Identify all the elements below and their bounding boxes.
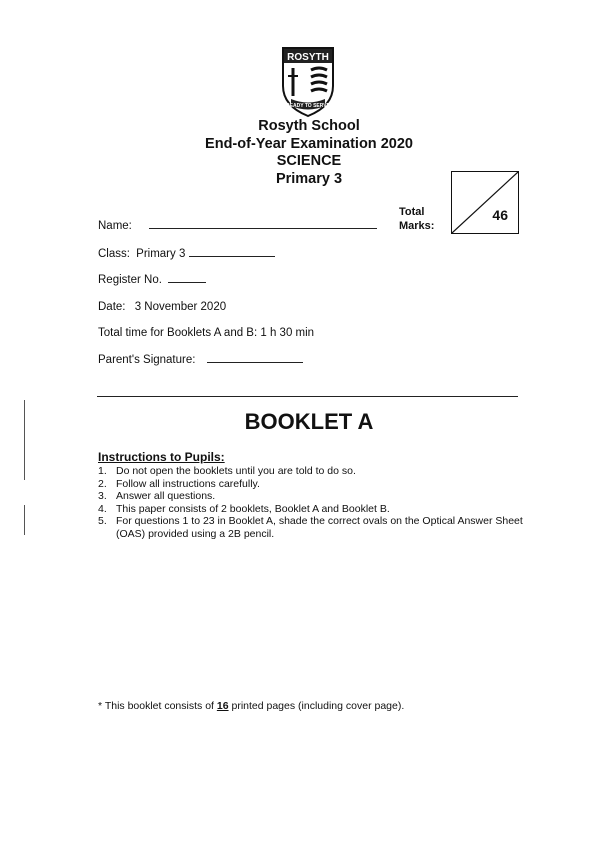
- class-label: Class:: [98, 248, 130, 260]
- name-label: Name:: [98, 220, 132, 232]
- scan-margin-mark: [24, 400, 25, 480]
- signature-line: [207, 361, 303, 363]
- total-marks-value: 46: [492, 207, 508, 223]
- instruction-item: 1. Do not open the booklets until you are told to do so.: [98, 465, 356, 477]
- school-crest: [277, 46, 339, 118]
- name-line: [149, 227, 377, 229]
- total-marks-label: [399, 205, 434, 233]
- instructions-heading: Instructions to Pupils:: [98, 450, 225, 464]
- name-field: [98, 220, 377, 232]
- instruction-item: 3. Answer all questions.: [98, 490, 216, 503]
- marks-diagonal: [452, 172, 518, 233]
- crest-banner-text: ROSYTH: [287, 52, 329, 63]
- total-time: Total time for Booklets A and B: 1 h 30 min: [98, 327, 315, 339]
- register-label: Register No.: [98, 274, 162, 286]
- booklet-title: BOOKLET A: [244, 409, 374, 434]
- class-value: Primary 3: [136, 248, 186, 260]
- class-field: [98, 248, 275, 260]
- total-marks-label-line1: Total: [399, 206, 425, 218]
- instruction-item: 2. Follow all instructions carefully.: [98, 477, 260, 490]
- footnote-suffix: printed pages (including cover page).: [228, 700, 405, 712]
- section-divider: [97, 396, 518, 397]
- footnote-prefix: * This booklet consists of: [98, 700, 217, 712]
- page-count: 16: [216, 700, 229, 712]
- date-field: [98, 301, 226, 313]
- date-label: Date:: [98, 301, 126, 313]
- register-line: [168, 281, 206, 283]
- subject-title: SCIENCE: [276, 153, 342, 169]
- instructions-list: [98, 465, 528, 541]
- instruction-item: 5. For questions 1 to 23 in Booklet A, shade the correct ovals on the Optical Answer Sheet (OAS) provided using a 2B pencil.: [98, 515, 523, 540]
- exam-title: End-of-Year Examination 2020: [205, 135, 413, 152]
- signature-field: [98, 354, 303, 366]
- page-count-note: [98, 700, 404, 712]
- school-name: Rosyth School: [258, 118, 360, 134]
- register-field: [98, 274, 206, 286]
- total-marks-box: [451, 171, 519, 234]
- scan-margin-mark: [24, 505, 25, 535]
- crest-motto: READY TO SERVE: [286, 103, 330, 109]
- level-title: Primary 3: [275, 170, 343, 187]
- signature-label: Parent's Signature:: [98, 354, 196, 366]
- total-marks-label-line2: Marks:: [399, 220, 435, 232]
- crest-shield-icon: [277, 46, 339, 118]
- class-line: [189, 255, 275, 257]
- instruction-item: 4. This paper consists of 2 booklets, Booklet A and Booklet B.: [98, 502, 390, 515]
- date-value: 3 November 2020: [134, 301, 227, 313]
